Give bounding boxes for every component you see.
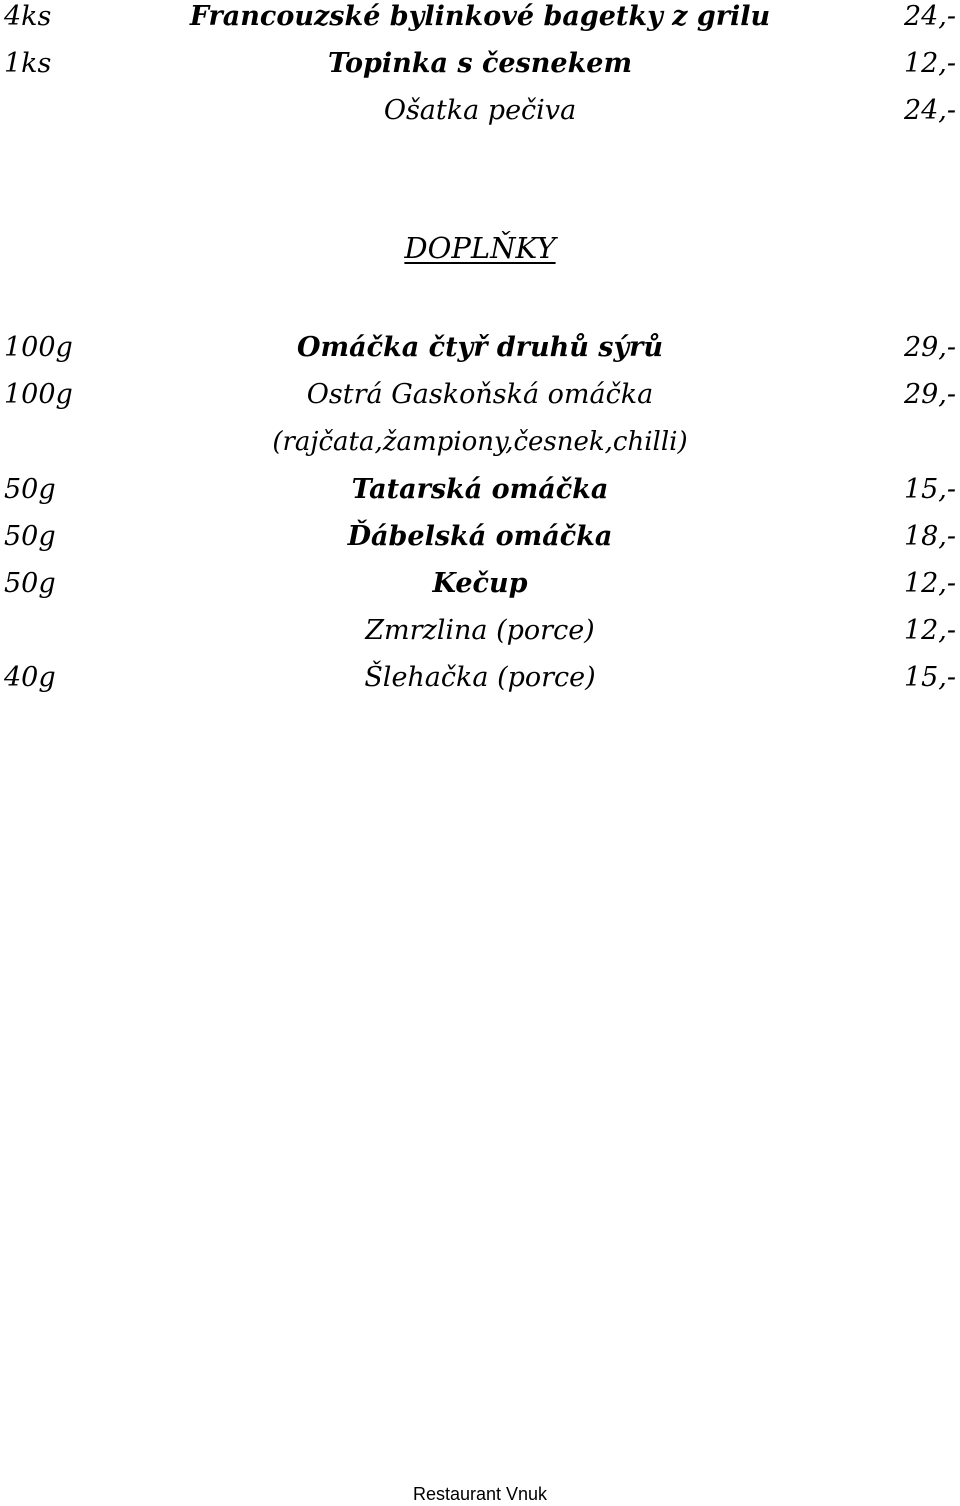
page-footer: Restaurant Vnuk xyxy=(412,1484,548,1504)
item-name: Omáčka čtyř druhů sýrů xyxy=(297,332,663,363)
item-name: Tatarská omáčka xyxy=(351,474,609,505)
menu-item-row xyxy=(0,91,960,131)
section-heading: DOPLŇKY xyxy=(404,231,556,265)
menu-item-row xyxy=(0,44,960,84)
item-name: Francouzské bylinkové bagetky z grilu xyxy=(189,1,771,32)
addon-row xyxy=(0,658,960,698)
item-name: Zmrzlina (porce) xyxy=(365,615,595,646)
addon-row xyxy=(0,328,960,368)
item-quantity: 40g xyxy=(4,662,56,693)
item-name: Ošatka pečiva xyxy=(383,95,577,126)
item-quantity: 50g xyxy=(4,474,56,505)
menu-item-row xyxy=(0,0,960,37)
item-price: 24,- xyxy=(903,95,956,126)
addon-row xyxy=(0,375,960,415)
item-quantity: 4ks xyxy=(4,1,52,32)
item-name: Ostrá Gaskoňská omáčka xyxy=(306,379,654,410)
item-price: 29,- xyxy=(903,332,956,363)
addon-note: (rajčata,žampiony,česnek,chilli) xyxy=(272,427,688,457)
item-quantity: 50g xyxy=(4,521,56,552)
item-price: 12,- xyxy=(903,615,956,646)
item-name: Kečup xyxy=(432,568,528,599)
item-price: 18,- xyxy=(903,521,956,552)
item-name: Šlehačka (porce) xyxy=(364,662,596,693)
item-name: Topinka s česnekem xyxy=(327,48,633,79)
item-quantity: 100g xyxy=(4,379,73,410)
addon-row xyxy=(0,517,960,557)
item-quantity: 100g xyxy=(4,332,73,363)
addon-row xyxy=(0,470,960,510)
item-name: Ďábelská omáčka xyxy=(347,521,613,552)
addon-row xyxy=(0,564,960,604)
item-quantity: 1ks xyxy=(4,48,52,79)
item-price: 12,- xyxy=(903,48,956,79)
item-price: 29,- xyxy=(903,379,956,410)
item-price: 15,- xyxy=(903,662,956,693)
item-price: 12,- xyxy=(903,568,956,599)
item-price: 15,- xyxy=(903,474,956,505)
item-price: 24,- xyxy=(903,1,956,32)
item-quantity: 50g xyxy=(4,568,56,599)
addon-row xyxy=(0,611,960,651)
